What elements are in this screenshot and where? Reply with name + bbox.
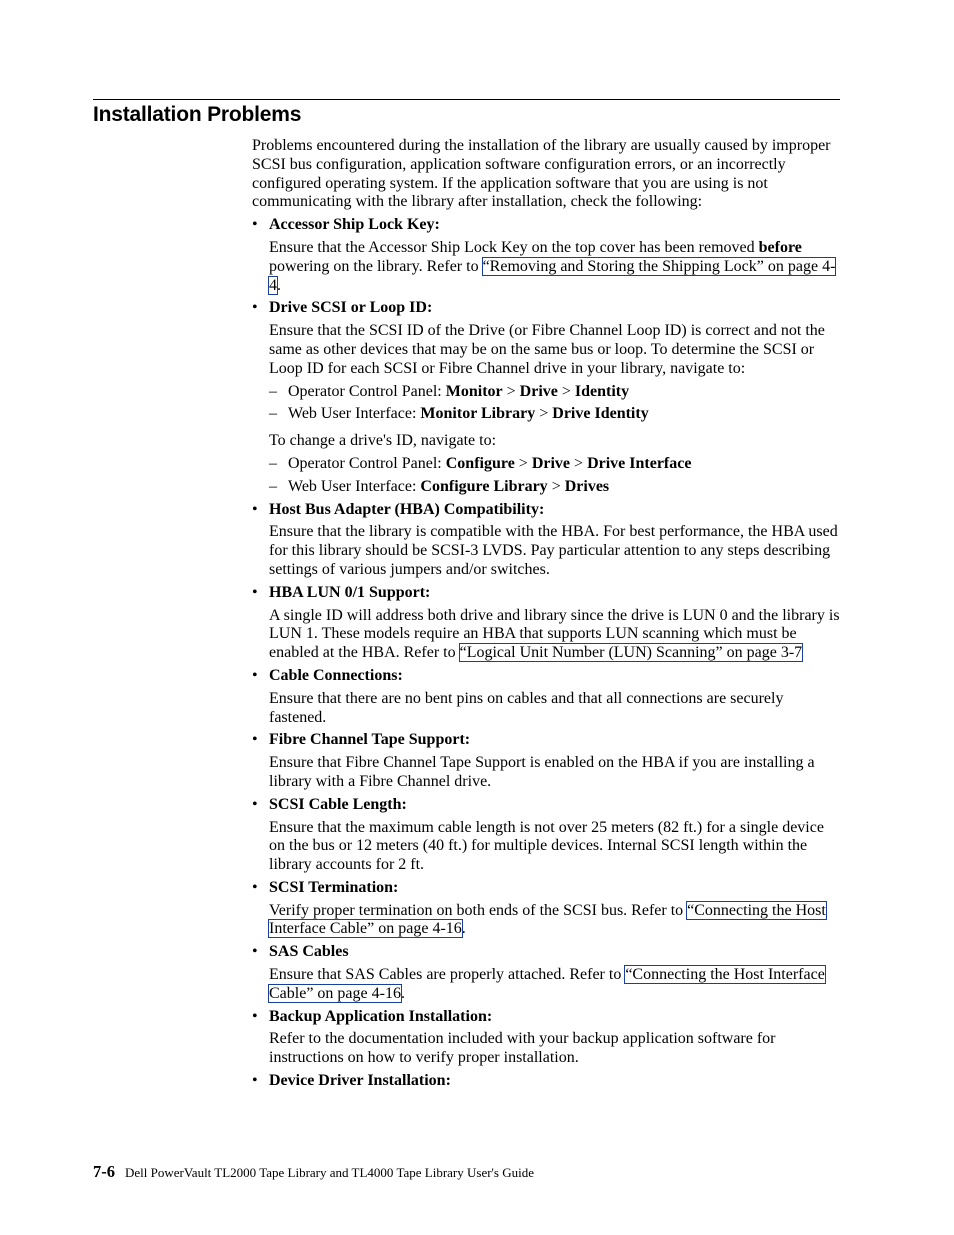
- section-title: Installation Problems: [93, 103, 302, 126]
- item-title-sas: SAS Cables: [269, 943, 349, 961]
- page-number: 7-6: [93, 1162, 115, 1181]
- bullet: •: [252, 1007, 258, 1025]
- item-title-ship-lock: Accessor Ship Lock Key:: [269, 216, 440, 234]
- bullet: •: [252, 500, 258, 518]
- book-title: Dell PowerVault TL2000 Tape Library and TL4000 Tape Library User's Guide: [125, 1165, 534, 1180]
- list-item-cable: [252, 667, 842, 727]
- list-item-backup: [252, 1008, 842, 1068]
- bullet: •: [252, 1072, 258, 1090]
- nav-list-change: [269, 455, 842, 497]
- bullet: •: [252, 583, 258, 601]
- bullet: •: [252, 299, 258, 317]
- list-item-scsi-length: [252, 796, 842, 875]
- nav-path-web-drives: – Web User Interface: Configure Library > Drives: [269, 477, 610, 495]
- item-body-sas: Ensure that SAS Cables are properly attached. Refer to “Connecting the Host Interface Cable” on page 4-16.: [269, 966, 825, 1002]
- item-title-fc-tape: Fibre Channel Tape Support:: [269, 731, 471, 749]
- change-id-text: To change a drive's ID, navigate to:: [269, 432, 497, 450]
- item-title-backup: Backup Application Installation:: [269, 1007, 493, 1025]
- intro-paragraph: Problems encountered during the installation of the library are usually caused by improper SCSI bus configuration, application software configuration errors, or an incorrectly configured operating system. If the application software that you are using is not communicating with the library after installation, check the following:: [252, 137, 831, 211]
- item-body-lun: A single ID will address both drive and library since the drive is LUN 0 and the library is LUN 1. These models require an HBA that supports LUN scanning which must be enabled at the HBA. Refer to “Logical Unit Number (LUN) Scanning” on page 3-7: [269, 606, 840, 662]
- bullet: •: [252, 943, 258, 961]
- item-title-termination: SCSI Termination:: [269, 878, 399, 896]
- list-item-termination: [252, 879, 842, 939]
- item-title-cable: Cable Connections:: [269, 666, 403, 684]
- list-item-hba: [252, 501, 842, 580]
- bullet: •: [252, 795, 258, 813]
- bullet: •: [252, 731, 258, 749]
- section-content: [252, 137, 842, 1095]
- list-item-lun: [252, 584, 842, 663]
- link-connecting-host-cable-sas[interactable]: “Connecting the Host Interface Cable” on page 4-16: [269, 966, 825, 1002]
- item-body-fc-tape: Ensure that Fibre Channel Tape Support is enabled on the HBA if you are installing a library with a Fibre Channel drive.: [269, 754, 815, 790]
- list-item-fc-tape: [252, 731, 842, 791]
- nav-list-identify: [269, 383, 842, 425]
- item-body-scsi-length: Ensure that the maximum cable length is not over 25 meters (82 ft.) for a single device on the bus or 12 meters (40 ft.) for multiple devices. Internal SCSI length within the library accounts for 2 ft.: [269, 818, 824, 874]
- bullet: •: [252, 216, 258, 234]
- nav-path-ocp-interface: – Operator Control Panel: Configure > Drive > Drive Interface: [269, 454, 692, 472]
- item-body-drive-id: Ensure that the SCSI ID of the Drive (or Fibre Channel Loop ID) is correct and not the same as other devices that may be on the same bus or loop. To determine the SCSI or Loop ID for each SCSI or Fibre Channel drive in your library, navigate to:: [269, 322, 825, 377]
- item-title-lun: HBA LUN 0/1 Support:: [269, 583, 431, 601]
- item-body-termination: Verify proper termination on both ends of the SCSI bus. Refer to “Connecting the Host Interface Cable” on page 4-16.: [269, 901, 826, 938]
- nav-path-ocp-identity: – Operator Control Panel: Monitor > Drive > Identity: [269, 382, 630, 400]
- item-body-ship-lock: Ensure that the Accessor Ship Lock Key on the top cover has been removed before powering on the library. Refer to “Removing and Storing the Shipping Lock” on page 4-4.: [269, 238, 836, 294]
- list-item-drive-id: [252, 299, 842, 496]
- page-footer: [93, 1161, 534, 1184]
- list-item-driver: [252, 1072, 842, 1091]
- link-connecting-host-cable[interactable]: “Connecting the Host Interface Cable” on page 4-16: [269, 901, 826, 938]
- link-lun-scanning[interactable]: “Logical Unit Number (LUN) Scanning” on page 3-7: [459, 644, 803, 662]
- list-item-ship-lock: [252, 216, 842, 295]
- section-rule: [93, 99, 840, 100]
- item-body-hba: Ensure that the library is compatible with the HBA. For best performance, the HBA used for this library should be SCSI-3 LVDS. Pay particular attention to any steps describing settings of various jumpers and/or switches.: [269, 523, 838, 578]
- list-item-sas: [252, 943, 842, 1003]
- item-title-scsi-length: SCSI Cable Length:: [269, 795, 407, 813]
- nav-path-web-identity: – Web User Interface: Monitor Library > Drive Identity: [269, 405, 649, 423]
- link-removing-shipping-lock[interactable]: “Removing and Storing the Shipping Lock” on page 4-4: [269, 257, 836, 294]
- item-body-backup: Refer to the documentation included with your backup application software for instructions on how to verify proper installation.: [269, 1030, 776, 1067]
- item-title-drive-id: Drive SCSI or Loop ID:: [269, 299, 433, 317]
- item-title-driver: Device Driver Installation:: [269, 1072, 451, 1090]
- item-body-cable: Ensure that there are no bent pins on cables and that all connections are securely fastened.: [269, 689, 784, 726]
- bullet: •: [252, 666, 258, 684]
- item-title-hba: Host Bus Adapter (HBA) Compatibility:: [269, 500, 545, 518]
- bullet: •: [252, 878, 258, 896]
